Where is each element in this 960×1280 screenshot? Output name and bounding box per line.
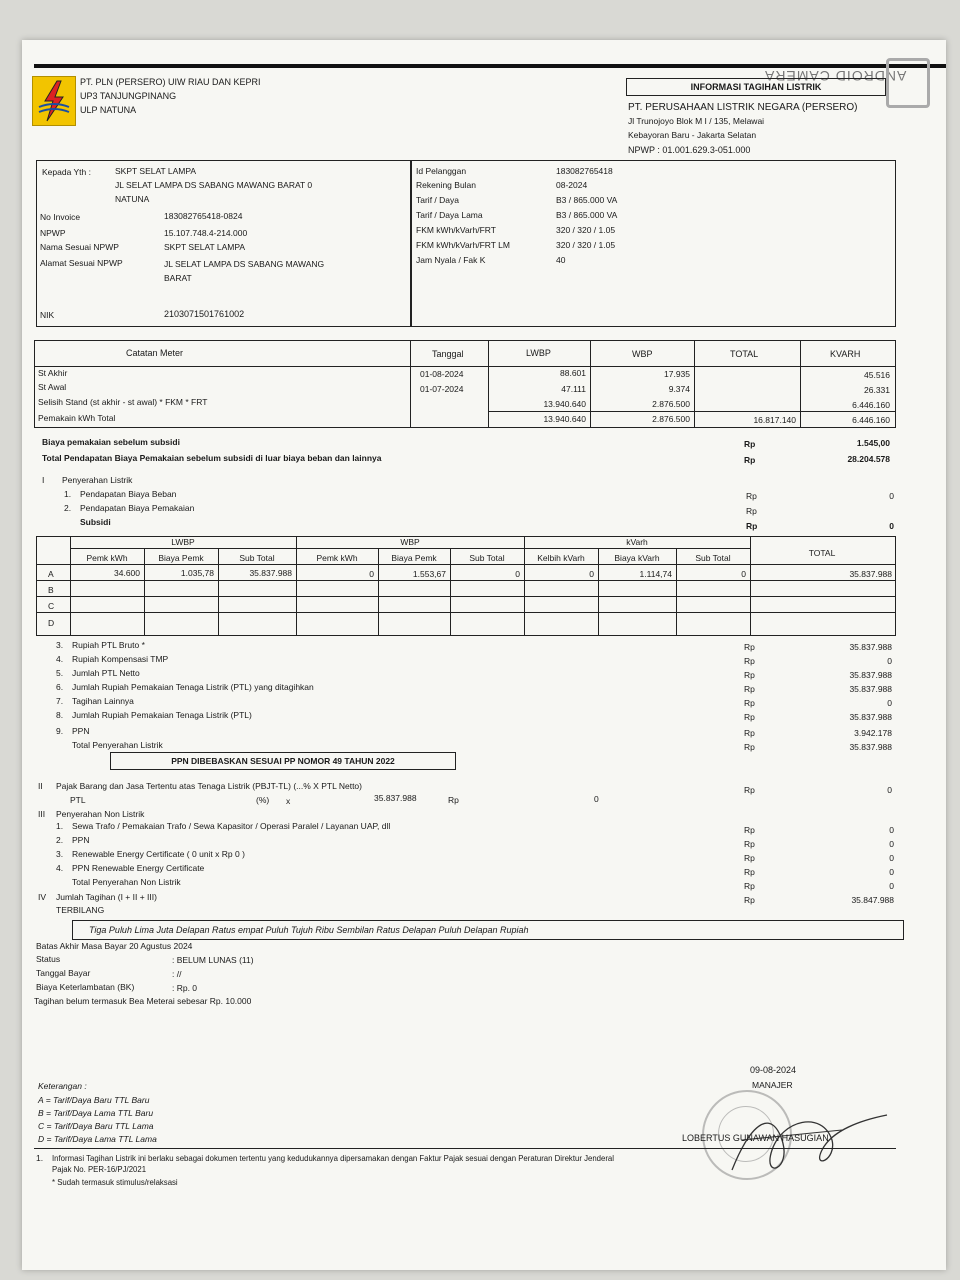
nonlistrik-num: 2. (56, 835, 64, 845)
cell: 35.837.988 (249, 568, 292, 578)
summary-num: 8. (56, 710, 64, 720)
summary-value: 35.837.988 (849, 712, 892, 722)
meter-row-label: St Akhir (38, 368, 68, 378)
meter-row-lwbp: 13.940.640 (543, 399, 586, 409)
section-1-roman: I (42, 475, 45, 485)
pajak-mid-value: 0 (594, 794, 599, 804)
pajak-value: 0 (887, 785, 892, 795)
meter-header-kvarh: KVARH (830, 349, 861, 359)
summary-rp: Rp (744, 728, 755, 738)
nonlistrik-value: 0 (889, 839, 894, 849)
footnote-line-1: Informasi Tagihan Listrik ini berlaku sebagai dokumen tertentu yang kedudukannya dipersamakan dengan Faktur Pajak sesuai dengan Peraturan Direktur Jenderal (52, 1154, 615, 1163)
meter-row-kvarh: 6.446.160 (852, 415, 890, 425)
rekening-label: Rekening Bulan (416, 180, 477, 190)
item1-value: 0 (889, 491, 894, 501)
nonlistrik-label: PPN (72, 835, 90, 845)
nama-npwp-label: Nama Sesuai NPWP (40, 242, 119, 252)
summary-value: 35.837.988 (849, 670, 892, 680)
total-pendapatan-label: Total Pendapatan Biaya Pemakaian sebelum subsidi di luar biaya beban dan lainnya (42, 453, 382, 463)
summary-num: 5. (56, 668, 64, 678)
footnote-line-2: Pajak No. PER-16/PJ/2021 (52, 1165, 147, 1174)
rekening-value: 08-2024 (556, 180, 588, 190)
jumlah-rp: Rp (744, 895, 755, 905)
item2-num: 2. (64, 503, 72, 513)
summary-label: Jumlah PTL Netto (72, 668, 140, 678)
pajak-label: Pajak Barang dan Jasa Tertentu atas Tenaga Listrik (PBJT-TL) (...% X PTL Netto) (56, 781, 362, 791)
cell: 0 (741, 569, 746, 579)
nonlistrik-label: PPN Renewable Energy Certificate (72, 863, 205, 873)
meter-row-lwbp: 13.940.640 (543, 414, 586, 424)
biaya-sebelum-label: Biaya pemakaian sebelum subsidi (42, 437, 180, 447)
pajak-rp-mid: Rp (448, 795, 459, 805)
cell: 1.035,78 (180, 568, 214, 578)
row-code: B (48, 585, 54, 595)
company-line-3: ULP NATUNA (80, 105, 137, 115)
meter-header-tanggal: Tanggal (432, 349, 464, 359)
pajak-pct: (%) (256, 795, 270, 805)
bk-label: Biaya Keterlambatan (BK) (36, 982, 135, 992)
summary-label: Jumlah Rupiah Pemakaian Tenaga Listrik (PTL) yang ditagihkan (72, 682, 314, 692)
pajak-ptl: PTL (70, 795, 86, 805)
summary-rp: Rp (744, 684, 755, 694)
nonlistrik-rp: Rp (744, 853, 755, 863)
summary-rp: Rp (744, 642, 755, 652)
meter-row-label: Selisih Stand (st akhir - st awal) * FKM * FRT (38, 397, 208, 407)
nonlistrik-rp: Rp (744, 867, 755, 877)
signature-role: MANAJER (752, 1080, 793, 1090)
nonlistrik-value: 0 (889, 825, 894, 835)
meter-row-label: St Awal (38, 382, 67, 392)
status-label: Status (36, 954, 61, 964)
jam-nyala-label: Jam Nyala / Fak K (416, 255, 486, 265)
subheader: Pemk kWh (86, 553, 128, 563)
subheader: Biaya Pemk (391, 553, 437, 563)
nonlistrik-rp: Rp (744, 825, 755, 835)
item1-label: Pendapatan Biaya Beban (80, 489, 177, 499)
keterangan-title: Keterangan : (38, 1081, 87, 1091)
total-pendapatan-value: 28.204.578 (847, 454, 890, 464)
nonlistrik-num: 3. (56, 849, 64, 859)
meter-header-lwbp: LWBP (526, 348, 551, 358)
terbilang-label: TERBILANG (56, 905, 105, 915)
meter-row-lwbp: 88.601 (560, 368, 586, 378)
pln-logo (32, 76, 76, 126)
pajak-x: x (286, 796, 291, 806)
summary-label: Jumlah Rupiah Pemakaian Tenaga Listrik (PTL) (72, 710, 252, 720)
group-total: TOTAL (808, 548, 836, 558)
group-kvarh: kVarh (626, 537, 648, 547)
meter-row-wbp: 17.935 (664, 369, 690, 379)
tarif-lama-value: B3 / 865.000 VA (556, 210, 618, 220)
company-line-2: UP3 TANJUNGPINANG (80, 91, 177, 101)
summary-label: PPN (72, 726, 90, 736)
meterai-note: Tagihan belum termasuk Bea Meterai sebesar Rp. 10.000 (34, 996, 252, 1006)
item2-rp: Rp (746, 506, 757, 516)
kepada-label: Kepada Yth : (42, 167, 91, 177)
kepada-name: SKPT SELAT LAMPA (115, 166, 197, 176)
nik-value: 2103071501761002 (164, 309, 245, 319)
tanggal-bayar-value: : // (172, 969, 182, 979)
section-1-title: Penyerahan Listrik (62, 475, 133, 485)
summary-label: Rupiah PTL Bruto * (72, 640, 145, 650)
meter-row-wbp: 2.876.500 (652, 399, 690, 409)
status-value: : BELUM LUNAS (11) (172, 955, 254, 965)
row-code: D (48, 618, 55, 628)
invoice-sheet (22, 40, 946, 1270)
cell: 34.600 (114, 568, 140, 578)
item1-num: 1. (64, 489, 72, 499)
section-4-roman: IV (38, 892, 47, 902)
keterangan-line: D = Tarif/Daya Lama TTL Lama (38, 1134, 157, 1144)
summary-value: 35.837.988 (849, 642, 892, 652)
subsidi-label: Subsidi (80, 517, 111, 527)
summary-value: 0 (887, 656, 892, 666)
meter-header-total: TOTAL (730, 349, 759, 359)
total-pendapatan-rp: Rp (744, 455, 756, 465)
meter-row-tanggal: 01-08-2024 (420, 369, 464, 379)
alamat-npwp-value-2: BARAT (164, 273, 192, 283)
tarif-lama-label: Tarif / Daya Lama (416, 210, 483, 220)
summary-num: 3. (56, 640, 64, 650)
kepada-address: JL SELAT LAMPA DS SABANG MAWANG BARAT 0 (115, 180, 313, 190)
pajak-amount: 35.837.988 (374, 793, 417, 803)
tarif-label: Tarif / Daya (416, 195, 459, 205)
cell: 0 (589, 569, 594, 579)
summary-rp: Rp (744, 670, 755, 680)
meter-row-label: Pemakain kWh Total (38, 413, 116, 423)
meter-row-wbp: 2.876.500 (652, 414, 690, 424)
subheader: Pemk kWh (316, 553, 358, 563)
summary-label: Rupiah Kompensasi TMP (72, 654, 169, 664)
group-wbp: WBP (400, 537, 420, 547)
id-pelanggan-label: Id Pelanggan (416, 166, 467, 176)
meter-row-total: 16.817.140 (753, 415, 796, 425)
meter-row-kvarh: 6.446.160 (852, 400, 890, 410)
footnote-line-3: * Sudah termasuk stimulus/relaksasi (52, 1178, 178, 1187)
subheader: Sub Total (695, 553, 731, 563)
subheader: Sub Total (469, 553, 505, 563)
cell: 0 (515, 569, 520, 579)
meter-row-wbp: 9.374 (668, 384, 690, 394)
summary-num: 6. (56, 682, 64, 692)
row-total: 35.837.988 (849, 569, 892, 579)
summary-rp: Rp (744, 712, 755, 722)
subheader: Biaya kVarh (614, 553, 660, 563)
item2-label: Pendapatan Biaya Pemakaian (80, 503, 195, 513)
summary-label: Total Penyerahan Listrik (72, 740, 163, 750)
signature (712, 1100, 902, 1190)
info-title: INFORMASI TAGIHAN LISTRIK (626, 78, 886, 96)
summary-rp: Rp (744, 698, 755, 708)
summary-label: Tagihan Lainnya (72, 696, 134, 706)
meter-header-catatan: Catatan Meter (126, 348, 184, 358)
fkm-value: 320 / 320 / 1.05 (556, 225, 616, 235)
summary-num: 4. (56, 654, 64, 664)
alamat-npwp-label: Alamat Sesuai NPWP (40, 258, 123, 268)
nonlistrik-label: Sewa Trafo / Pemakaian Trafo / Sewa Kapasitor / Operasi Paralel / Layanan UAP, dll (72, 821, 391, 831)
kepada-city: NATUNA (115, 194, 150, 204)
signature-date: 09-08-2024 (750, 1065, 797, 1075)
pln-line-3: Kebayoran Baru - Jakarta Selatan (628, 130, 757, 140)
subsidi-rp: Rp (746, 521, 758, 531)
footnote-num: 1. (36, 1153, 44, 1163)
summary-value: 0 (887, 698, 892, 708)
batas-bayar: Batas Akhir Masa Bayar 20 Agustus 2024 (36, 941, 193, 951)
camera-logo-icon (886, 58, 930, 108)
id-pelanggan-value: 183082765418 (556, 166, 613, 176)
nonlistrik-rp: Rp (744, 839, 755, 849)
ppn-banner: PPN DIBEBASKAN SESUAI PP NOMOR 49 TAHUN 2022 (110, 752, 456, 770)
meter-row-lwbp: 47.111 (561, 384, 586, 394)
keterangan-line: A = Tarif/Daya Baru TTL Baru (38, 1095, 150, 1105)
subheader: Kelbih kVarh (537, 553, 585, 563)
nonlistrik-label: Total Penyerahan Non Listrik (72, 877, 181, 887)
signature-name: LOBERTUS GUNAWAN HASUGIAN (682, 1133, 829, 1143)
nonlistrik-num: 1. (56, 821, 64, 831)
pln-line-1: PT. PERUSAHAAN LISTRIK NEGARA (PERSERO) (628, 102, 858, 113)
group-lwbp: LWBP (171, 537, 195, 547)
subsidi-value: 0 (889, 521, 894, 531)
row-code: C (48, 601, 55, 611)
tarif-value: B3 / 865.000 VA (556, 195, 618, 205)
company-line-1: PT. PLN (PERSERO) UIW RIAU DAN KEPRI (80, 77, 261, 87)
jumlah-label: Jumlah Tagihan (I + II + III) (56, 892, 157, 902)
pln-npwp: NPWP : 01.001.629.3-051.000 (628, 145, 751, 155)
nik-label: NIK (40, 310, 55, 320)
nonlistrik-value: 0 (889, 881, 894, 891)
summary-num: 9. (56, 726, 64, 736)
keterangan-line: B = Tarif/Daya Lama TTL Baru (38, 1108, 154, 1118)
fkm-lm-value: 320 / 320 / 1.05 (556, 240, 616, 250)
meter-row-kvarh: 26.331 (864, 385, 890, 395)
row-code: A (48, 569, 54, 579)
bk-value: : Rp. 0 (172, 983, 198, 993)
pln-line-2: Jl Trunojoyo Blok M I / 135, Melawai (628, 116, 765, 126)
summary-rp: Rp (744, 742, 755, 752)
nonlistrik-value: 0 (889, 853, 894, 863)
alamat-npwp-value: JL SELAT LAMPA DS SABANG MAWANG (164, 259, 325, 269)
pajak-rp: Rp (744, 785, 755, 795)
nama-npwp-value: SKPT SELAT LAMPA (164, 242, 246, 252)
summary-rp: Rp (744, 656, 755, 666)
meter-header-wbp: WBP (632, 349, 653, 359)
cell: 1.553,67 (412, 569, 446, 579)
terbilang-box: Tiga Puluh Lima Juta Delapan Ratus empat Puluh Tujuh Ribu Sembilan Ratus Delapan Puluh Delapan Rupiah (72, 920, 904, 940)
nonlistrik-num: 4. (56, 863, 64, 873)
keterangan-line: C = Tarif/Daya Baru TTL Lama (38, 1121, 154, 1131)
nonlistrik-value: 0 (889, 867, 894, 877)
cell: 0 (369, 569, 374, 579)
section-2-roman: II (38, 781, 43, 791)
fkm-label: FKM kWh/kVarh/FRT (416, 225, 496, 235)
nonlistrik-label: Renewable Energy Certificate ( 0 unit x Rp 0 ) (72, 849, 245, 859)
subheader: Biaya Pemk (158, 553, 204, 563)
invoice-label: No Invoice (40, 212, 81, 222)
npwp-value: 15.107.748.4-214.000 (164, 228, 248, 238)
npwp-label: NPWP (40, 228, 66, 238)
subheader: Sub Total (239, 553, 275, 563)
tanggal-bayar-label: Tanggal Bayar (36, 968, 91, 978)
section-3-title: Penyerahan Non Listrik (56, 809, 145, 819)
fkm-lm-label: FKM kWh/kVarh/FRT LM (416, 240, 510, 250)
meter-row-tanggal: 01-07-2024 (420, 384, 464, 394)
jam-nyala-value: 40 (556, 255, 566, 265)
cell: 1.114,74 (639, 569, 672, 579)
biaya-sebelum-value: 1.545,00 (856, 438, 890, 448)
jumlah-value: 35.847.988 (851, 895, 894, 905)
invoice-value: 183082765418-0824 (164, 211, 243, 221)
item1-rp: Rp (746, 491, 757, 501)
summary-value: 35.837.988 (849, 684, 892, 694)
meter-row-kvarh: 45.516 (864, 370, 890, 380)
biaya-sebelum-rp: Rp (744, 439, 756, 449)
camera-watermark: ANDROID CAMERA (763, 68, 906, 84)
nonlistrik-rp: Rp (744, 881, 755, 891)
section-3-roman: III (38, 809, 46, 819)
summary-value: 35.837.988 (849, 742, 892, 752)
summary-num: 7. (56, 696, 64, 706)
summary-value: 3.942.178 (854, 728, 892, 738)
